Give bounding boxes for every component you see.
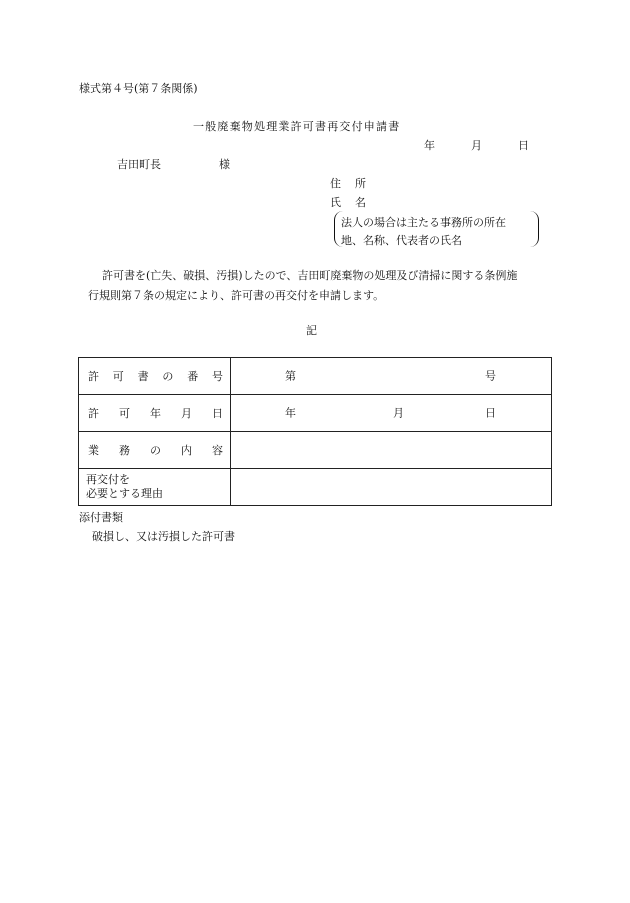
date-day-label: 日 — [518, 139, 529, 152]
address-label-char-1: 住 — [330, 177, 341, 190]
label-char: の — [162, 369, 174, 383]
reissue-reason-label-line-1: 再交付を — [86, 473, 130, 486]
label-char: 務 — [119, 443, 130, 457]
table-row — [79, 395, 552, 432]
addressee-honorific: 様 — [219, 158, 230, 171]
address-label — [330, 178, 366, 189]
application-table — [78, 357, 552, 506]
permit-date-day: 日 — [485, 406, 496, 420]
permit-date-month: 月 — [393, 406, 404, 420]
date-month-label: 月 — [471, 139, 482, 152]
ki-heading: 記 — [306, 324, 317, 337]
statement-line-2: 行規則第７条の規定により、許可書の再交付を申請します。 — [88, 289, 385, 302]
date-line — [424, 140, 529, 151]
label-char: 書 — [137, 369, 149, 383]
permit-date-year: 年 — [285, 406, 296, 420]
permit-date-label — [79, 395, 231, 432]
name-label — [330, 197, 366, 208]
label-char: 許 — [88, 369, 99, 383]
permit-date-value[interactable] — [231, 395, 552, 432]
corp-note — [341, 214, 506, 250]
attachment-item: 破損し、又は汚損した許可書 — [92, 530, 235, 543]
document-title: 一般廃棄物処理業許可書再交付申請書 — [193, 120, 401, 133]
reissue-reason-label-line-2: 必要とする理由 — [86, 487, 163, 500]
table-row — [79, 469, 552, 506]
label-char: 可 — [119, 406, 130, 420]
label-char: 許 — [88, 406, 99, 420]
reissue-reason-label — [79, 469, 231, 506]
reissue-reason-value[interactable] — [231, 469, 552, 506]
label-char: 容 — [212, 443, 223, 457]
permit-number-value[interactable] — [231, 358, 552, 395]
statement-line-1: 許可書を(亡失、破損、汚損)したので、吉田町廃棄物の処理及び清掃に関する条例施 — [102, 269, 518, 282]
label-char: 内 — [181, 443, 192, 457]
corp-note-line-2: 地、名称、代表者の氏名 — [341, 234, 462, 247]
attachments-heading: 添付書類 — [79, 511, 123, 524]
name-label-char-1: 氏 — [330, 196, 341, 209]
addressee-name: 吉田町長 — [117, 158, 161, 171]
label-char: 月 — [181, 406, 192, 420]
label-char: 日 — [212, 406, 223, 420]
business-content-value[interactable] — [231, 432, 552, 469]
label-char: の — [150, 443, 161, 457]
date-year-label: 年 — [424, 139, 435, 152]
form-number: 様式第４号(第７条関係) — [79, 82, 198, 95]
table-row — [79, 432, 552, 469]
label-char: 番 — [187, 369, 199, 383]
label-char: 可 — [112, 369, 124, 383]
business-content-label — [79, 432, 231, 469]
label-char: 号 — [211, 369, 223, 383]
address-label-char-2: 所 — [355, 177, 366, 190]
application-statement — [88, 266, 517, 306]
table-row — [79, 358, 552, 395]
permit-number-suffix: 号 — [485, 369, 496, 383]
name-label-char-2: 名 — [355, 196, 366, 209]
label-char: 年 — [150, 406, 161, 420]
label-char: 業 — [88, 443, 99, 457]
corp-note-line-1: 法人の場合は主たる事務所の所在 — [341, 216, 506, 229]
permit-number-prefix: 第 — [285, 369, 296, 383]
permit-number-label — [79, 358, 231, 395]
